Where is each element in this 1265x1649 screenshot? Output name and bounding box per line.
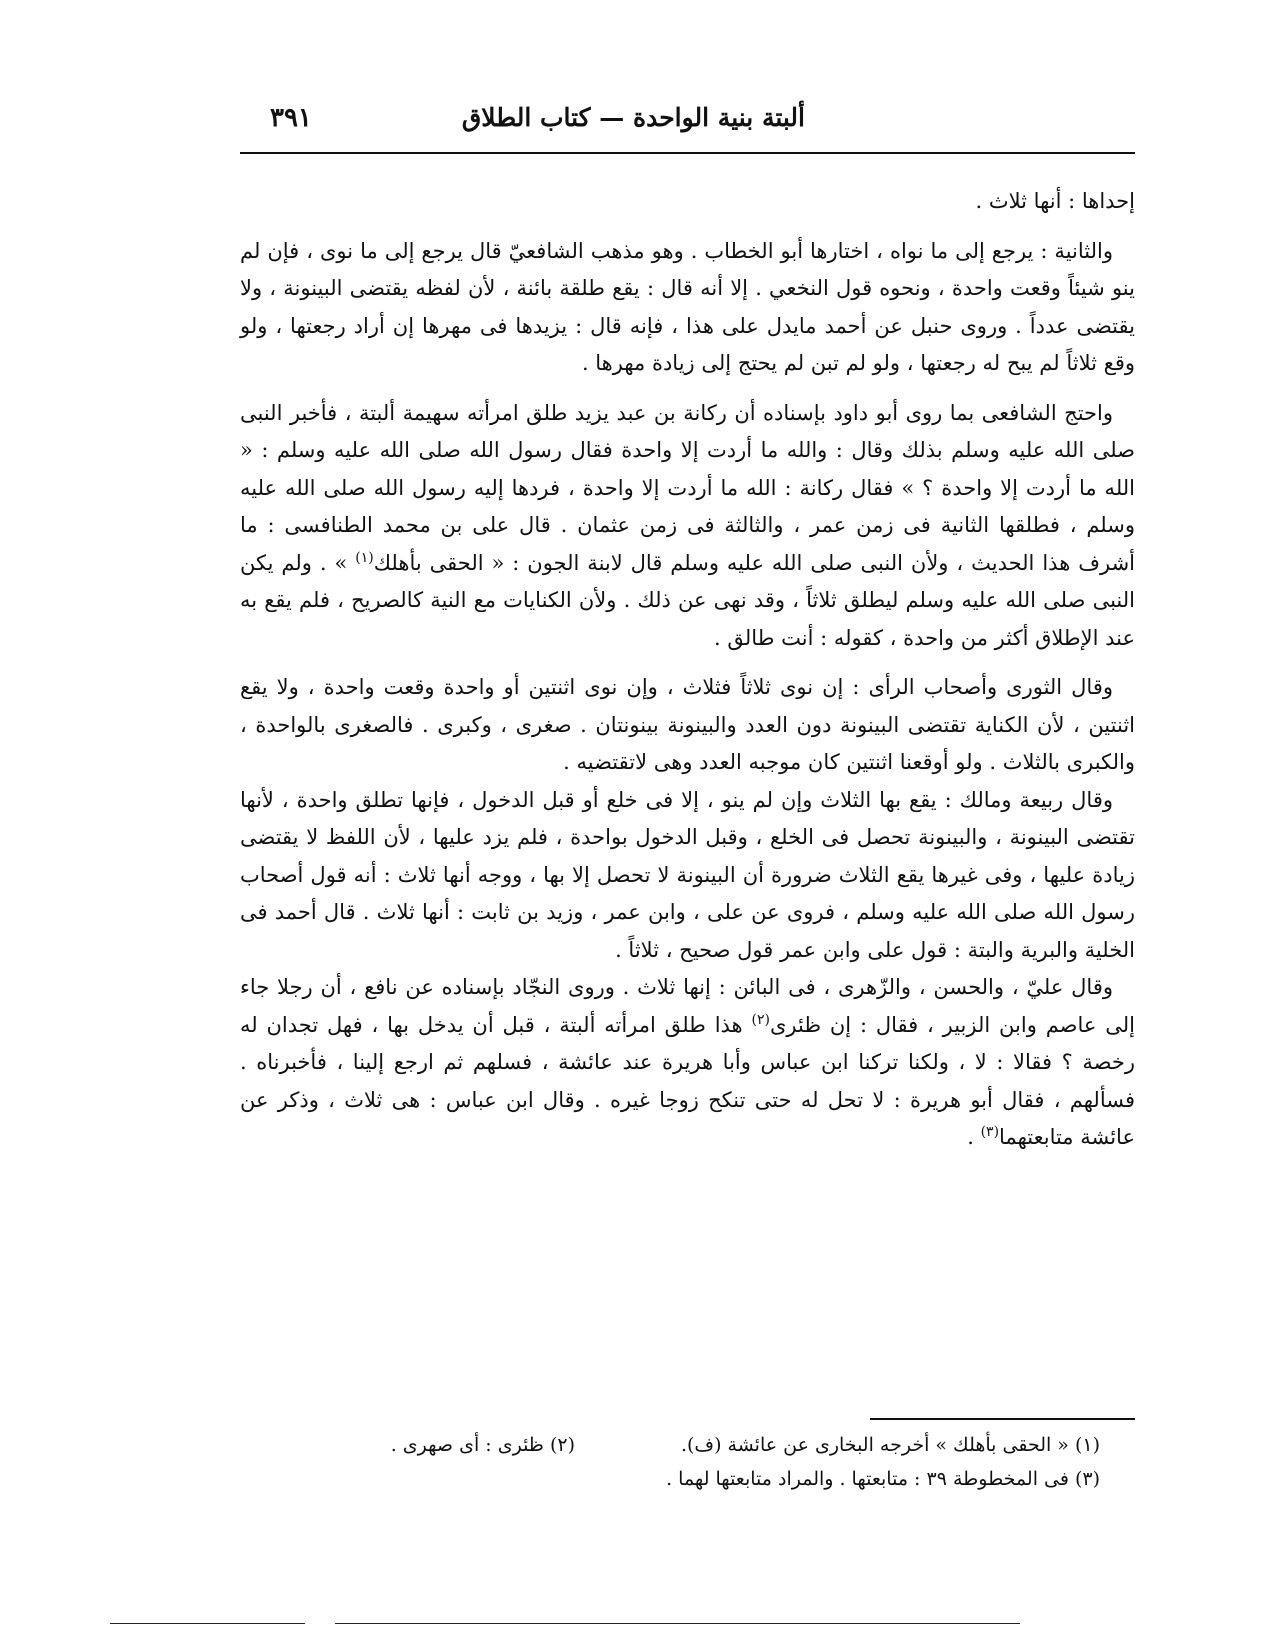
- footnote-row: [240, 1462, 1100, 1496]
- footnote-text: ظئرى : أى صهرى .: [390, 1434, 544, 1456]
- paragraph-1: [240, 183, 1135, 221]
- footnote-text: فى المخطوطة ٣٩ : متابعتها . والمراد متابعتها لهما .: [666, 1468, 1069, 1490]
- header-divider: [240, 152, 1135, 154]
- running-title: ألبتة بنية الواحدة — كتاب الطلاق: [461, 103, 805, 132]
- paragraph-5: [240, 782, 1135, 970]
- paragraph-6: [240, 969, 1135, 1157]
- bottom-edge-line: [335, 1623, 1020, 1624]
- footnote-2: [391, 1428, 575, 1462]
- paragraph-2: [240, 233, 1135, 383]
- footnote-number: (٢): [549, 1434, 575, 1456]
- paragraph-text: هذا طلق امرأته ألبتة ، قبل أن يدخل بها ، فهل تجدان له رخصة ؟ فقالا : لا ، ولكنا تركنا ابن عباس وأبا هريرة عند عائشة ، فسلهم ثم ارجع إلينا ، فأخبرناه . فسألهم ، فقال أبو هريرة : لا تحل له حتى تنكح زوجا غيره . وقال ابن عباس : هى ثلاث ، وذكر عن عائشة متابعتهما: [240, 1012, 1135, 1149]
- paragraph-text: .: [967, 1125, 981, 1149]
- footnote-ref-2: (٢): [751, 1011, 770, 1028]
- paragraph-text: إحداها : أنها ثلاث .: [975, 189, 1135, 213]
- paragraph-text: » . ولم يكن النبى صلى الله عليه وسلم ليطلق ثلاثاً ، وقد نهى عن ذلك . ولأن الكنايات مع النية كالصريح ، فلم يقع به عند الإطلاق أكثر من واحدة ، كقوله : أنت طالق .: [240, 550, 1135, 650]
- footnote-ref-1: (١): [355, 549, 374, 566]
- footnotes: [240, 1428, 1100, 1496]
- main-text: [240, 183, 1135, 1157]
- page-number: ٣٩١: [270, 103, 312, 133]
- footnote-3: [666, 1462, 1100, 1496]
- paragraph-text: والثانية : يرجع إلى ما نواه ، اختارها أبو الخطاب . وهو مذهب الشافعيّ قال يرجع إلى ما نوى ، فإن لم ينو شيئاً وقعت واحدة ، ونحوه قول النخعي . إلا أنه قال : يقع طلقة بائنة ، لأن لفظه يقتضى البينونة ، ولا يقتضى عدداً . وروى حنبل عن أحمد مايدل على هذا ، فإنه قال : يزيدها فى مهرها إن أراد رجعتها ، ولو وقع ثلاثاً لم يبح له رجعتها ، ولو لم تبن لم يحتج إلى زيادة مهرها .: [240, 238, 1135, 375]
- paragraph-text: وقال ربيعة ومالك : يقع بها الثلاث وإن لم ينو ، إلا فى خلع أو قبل الدخول ، فإنها تطلق واحدة ، لأنها تقتضى البينونة ، والبينونة تحصل فى الخلع ، وقبل الدخول بواحدة ، فلم يزد عليها ، لأن اللفظ لا يقتضى زيادة عليها ، وفى غيرها يقع الثلاث ضرورة أن البينونة لا تحصل إلا بها ، ووجه أنها ثلاث : أنه قول أصحاب رسول الله صلى الله عليه وسلم ، فروى عن على ، وابن عمر ، وزيد بن ثابت : أنها ثلاث . قال أحمد فى الخلية والبرية والبتة : قول على وابن عمر قول صحيح ، ثلاثاً .: [240, 787, 1135, 962]
- page-header: [240, 95, 1135, 155]
- footnote-number: (١): [1074, 1434, 1100, 1456]
- paragraph-3: [240, 395, 1135, 658]
- footnote-row: [240, 1428, 1100, 1462]
- footnote-1: [681, 1428, 1100, 1462]
- bottom-edge-line: [110, 1623, 305, 1624]
- footnote-number: (٣): [1074, 1468, 1100, 1490]
- paragraph-4: [240, 669, 1135, 782]
- paragraph-text: وقال الثورى وأصحاب الرأى : إن نوى ثلاثاً فثلاث ، وإن نوى اثنتين أو واحدة وقعت واحدة ، ولا يقع اثنتين ، لأن الكناية تقتضى البينونة دون العدد والبينونة بينونتان . صغرى ، وكبرى . فالصغرى بالواحدة ، والكبرى بالثلاث . ولو أوقعنا اثنتين كان موجبه العدد وهى لاتقتضيه .: [240, 675, 1135, 774]
- footnote-ref-3: (٣): [980, 1124, 1000, 1140]
- footnote-divider: [870, 1418, 1135, 1420]
- paragraph-text: وقال عليّ ، والحسن ، والزّهرى ، فى البائن : إنها ثلاث . وروى النجّاد بإسناده عن نافع ، أن رجلا جاء إلى عاصم وابن الزبير ، فقال : إن ظئرى: [240, 975, 1136, 1037]
- footnote-text: « الحقى بأهلك » أخرجه البخارى عن عائشة (ف).: [680, 1434, 1069, 1456]
- paragraph-text: واحتج الشافعى بما روى أبو داود بإسناده أن ركانة بن عبد يزيد طلق امرأته سهيمة ألبتة ، فأخبر النبى صلى الله عليه وسلم بذلك وقال : والله ما أردت إلا واحدة فقال رسول الله صلى الله عليه وسلم : « الله ما أردت إلا واحدة ؟ » فقال ركانة : الله ما أردت إلا واحدة ، فردها إليه رسول الله صلى الله عليه وسلم ، فطلقها الثانية فى زمن عمر ، والثالثة فى زمن عثمان . قال على بن محمد الطنافسى : ما أشرف هذا الحديث ، ولأن النبى صلى الله عليه وسلم قال لابنة الجون : « الحقى بأهلك: [240, 400, 1135, 575]
